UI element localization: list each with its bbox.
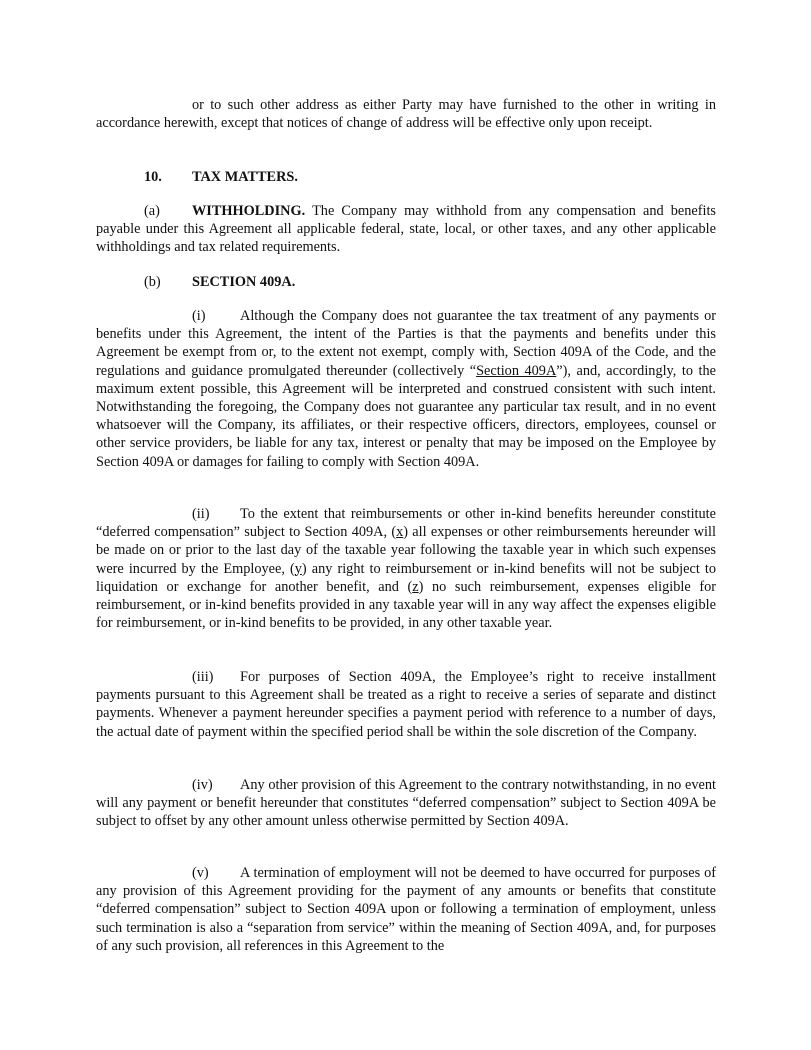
subsection-iv-text: Any other provision of this Agreement to the contrary notwithstanding, in no event will any payment or benefit hereunder that constitutes “deferred compensation” subject to Section 409A be subject to offset by any other amount unless otherwise permitted by Section 409A. [96,777,716,830]
clause-x-marker: x [396,524,404,541]
subsection-i-text-1: Although the Company does not guarantee the tax treatment of any payments or benefits under this Agreement, the intent of the Parties is that the payments and benefits under this Agreement be exempt from or, to the extent not exempt, comply with, Section 409A of the Code, and the regulations and guidance promulgated thereunder (collectively “ [96,308,716,379]
subsection-ii-label: (ii) [192,506,210,522]
withholding-title: WITHHOLDING. [192,203,306,219]
section-409a-label: (b) [144,274,161,290]
section-409a-heading [144,273,295,291]
subsection-iii-paragraph [96,668,716,741]
subsection-i-paragraph [96,307,716,471]
subsection-v-paragraph [96,864,716,955]
clause-z-marker: z [412,578,419,595]
section-409a-title: SECTION 409A. [192,274,296,290]
subsection-iv-paragraph [96,776,716,831]
subsection-v-text: A termination of employment will not be deemed to have occurred for purposes of any provision of this Agreement providing for the payment of any amounts or benefits that constitute “deferred compensation” subject to Section 409A upon or following a termination of employment, unless such termination is also a “separation from service” within the meaning of Section 409A, and, for purposes of any such provision, all references in this Agreement to the [96,865,716,954]
subsection-ii-text-1: To the extent that reimbursements or other in-kind benefits hereunder constitute “deferred compensation” subject to Section 409A, ( [96,506,716,541]
clause-y-marker: y [294,560,302,577]
subsection-iv-label: (iv) [192,777,213,793]
section-10-heading [144,168,298,186]
subsection-iii-label: (iii) [192,669,214,685]
subsection-v-label: (v) [192,865,209,881]
subsection-ii-text-4: ) no such reimbursement, expenses eligible for reimbursement, or in-kind benefits provided in any taxable year will in any way affect the expenses eligible for reimbursement, or in-kind benefits to be provided, in any other taxable year. [96,578,716,632]
withholding-text: The Company may withhold from any compensation and benefits payable under this Agreement all applicable federal, state, local, or other taxes, and any other applicable withholdings and tax related requirements. [96,203,716,256]
section-10-title: TAX MATTERS. [192,169,298,185]
section-409a-defined-term: Section 409A [476,362,557,379]
subsection-ii-text-3: ) any right to reimbursement or in-kind benefits will not be subject to liquidation or exchange for another benefit, and ( [96,560,716,595]
section-10-number: 10. [144,169,162,185]
address-continuation-text: or to such other address as either Party may have furnished to the other in writing in accordance herewith, except that notices of change of address will be effective only upon receipt. [96,97,716,132]
subsection-iii-text: For purposes of Section 409A, the Employee’s right to receive installment payments pursuant to this Agreement shall be treated as a right to receive a series of separate and distinct payments. Whenever a payment hereunder specifies a payment period with reference to a number of days, the actual date of payment within the specified period shall be within the sole discretion of the Company. [96,669,716,740]
subsection-ii-paragraph [96,505,716,632]
subsection-i-text-2: ”), and, accordingly, to the maximum extent possible, this Agreement will be interpreted and construed consistent with such intent. Notwithstanding the foregoing, the Company does not guarantee any particular tax result, and in no event whatsoever will the Company, its affiliates, or their respective officers, directors, employees, counsel or other service providers, be liable for any tax, interest or penalty that may be imposed on the Employee by Section 409A or damages for failing to comply with Section 409A. [96,362,716,470]
subsection-i-label: (i) [192,308,206,324]
withholding-label: (a) [144,203,160,219]
withholding-paragraph [96,202,716,257]
address-continuation-paragraph [96,96,716,132]
subsection-ii-text-2: ) all expenses or other reimbursements hereunder will be made on or prior to the last day of the taxable year following the taxable year in which such expenses were incurred by the Employee, ( [96,524,716,577]
